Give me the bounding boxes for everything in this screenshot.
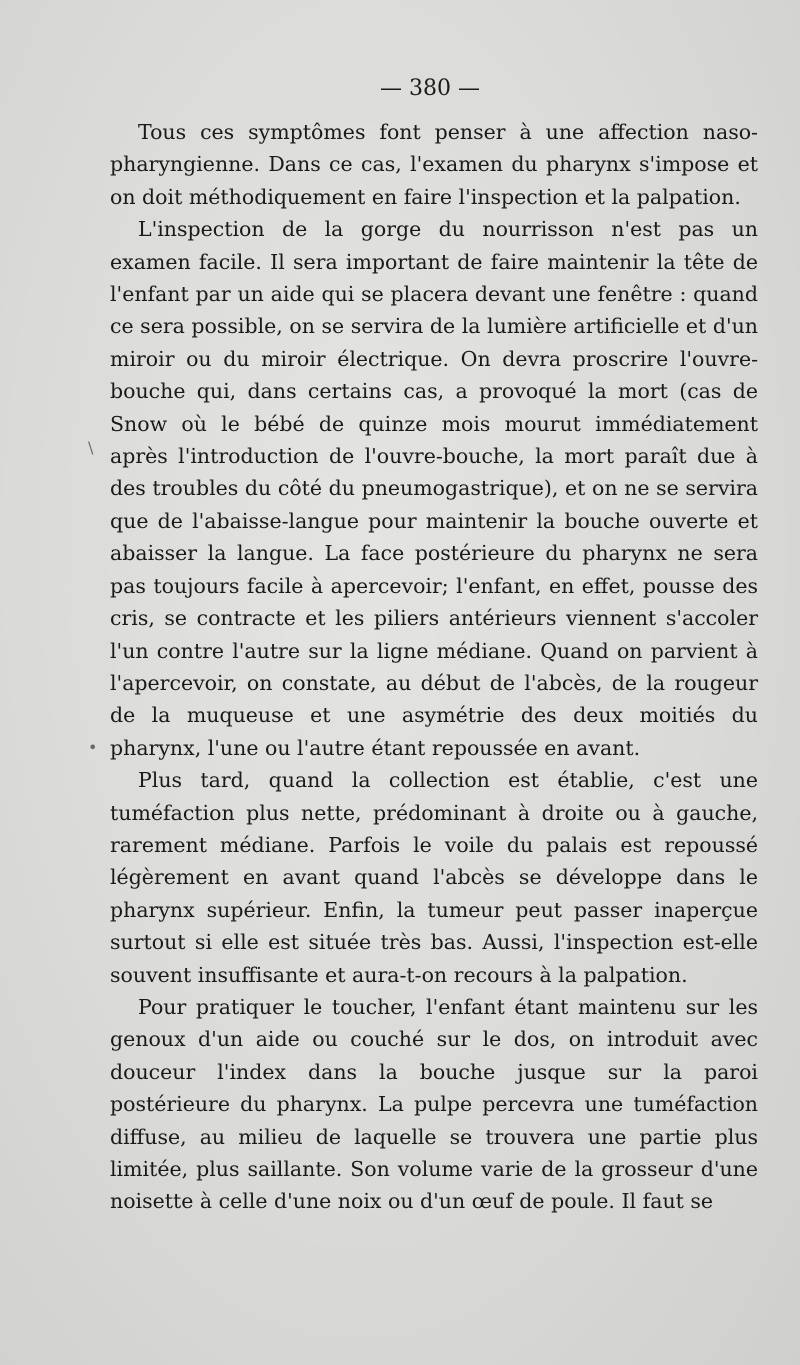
body-text: [110, 116, 758, 1218]
page-number: — 380 —: [380, 76, 480, 101]
paragraph-3: Plus tard, quand la collection est établie, c'est une tuméfaction plus nette, prédominant à droite ou à gauche, rarement médiane. Parfois le voile du palais est repoussé légèrement en avant quand l'abcès se développe dans le pharynx supérieur. Enfin, la tumeur peut passer inaperçue surtout si elle est située très bas. Aussi, l'inspection est-elle souvent insuffisante et aura-t-on recours à la palpation.: [110, 768, 758, 987]
paragraph-4: Pour pratiquer le toucher, l'enfant étant maintenu sur les genoux d'un aide ou couché sur le dos, on introduit avec douceur l'index dans la bouche jusque sur la paroi postérieure du pharynx. La pulpe percevra une tuméfaction diffuse, au milieu de laquelle se trouvera une partie plus limitée, plus saillante. Son volume varie de la grosseur d'une noisette à celle d'une noix ou d'un œuf de poule. Il faut se: [110, 994, 758, 1214]
margin-dot: •: [88, 738, 98, 757]
margin-mark: \: [88, 438, 94, 457]
paragraph-1: Tous ces symptômes font penser à une affection naso-pharyngienne. Dans ce cas, l'examen du pharynx s'impose et on doit méthodiquement en faire l'inspection et la palpation.: [110, 120, 758, 209]
paragraph-2: L'inspection de la gorge du nourrisson n'est pas un examen facile. Il sera important de faire maintenir la tête de l'enfant par un aide qui se placera devant une fenêtre : quand ce sera possible, on se servira de la lumière artificielle et d'un miroir ou du miroir électrique. On devra proscrire l'ouvre-bouche qui, dans certains cas, a provoqué la mort (cas de Snow où le bébé de quinze mois mourut immédiatement après l'introduction de l'ouvre-bouche, la mort paraît due à des troubles du côté du pneumogastrique), et on ne se servira que de l'abaisse-langue pour maintenir la bouche ouverte et abaisser la langue. La face postérieure du pharynx ne sera pas toujours facile à apercevoir; l'enfant, en effet, pousse des cris, se contracte et les piliers antérieurs viennent s'accoler l'un contre l'autre sur la ligne médiane. Quand on parvient à l'apercevoir, on constate, au début de l'abcès, de la rougeur de la muqueuse et une asymétrie des deux moitiés du pharynx, l'une ou l'autre étant repoussée en avant.: [110, 217, 758, 760]
